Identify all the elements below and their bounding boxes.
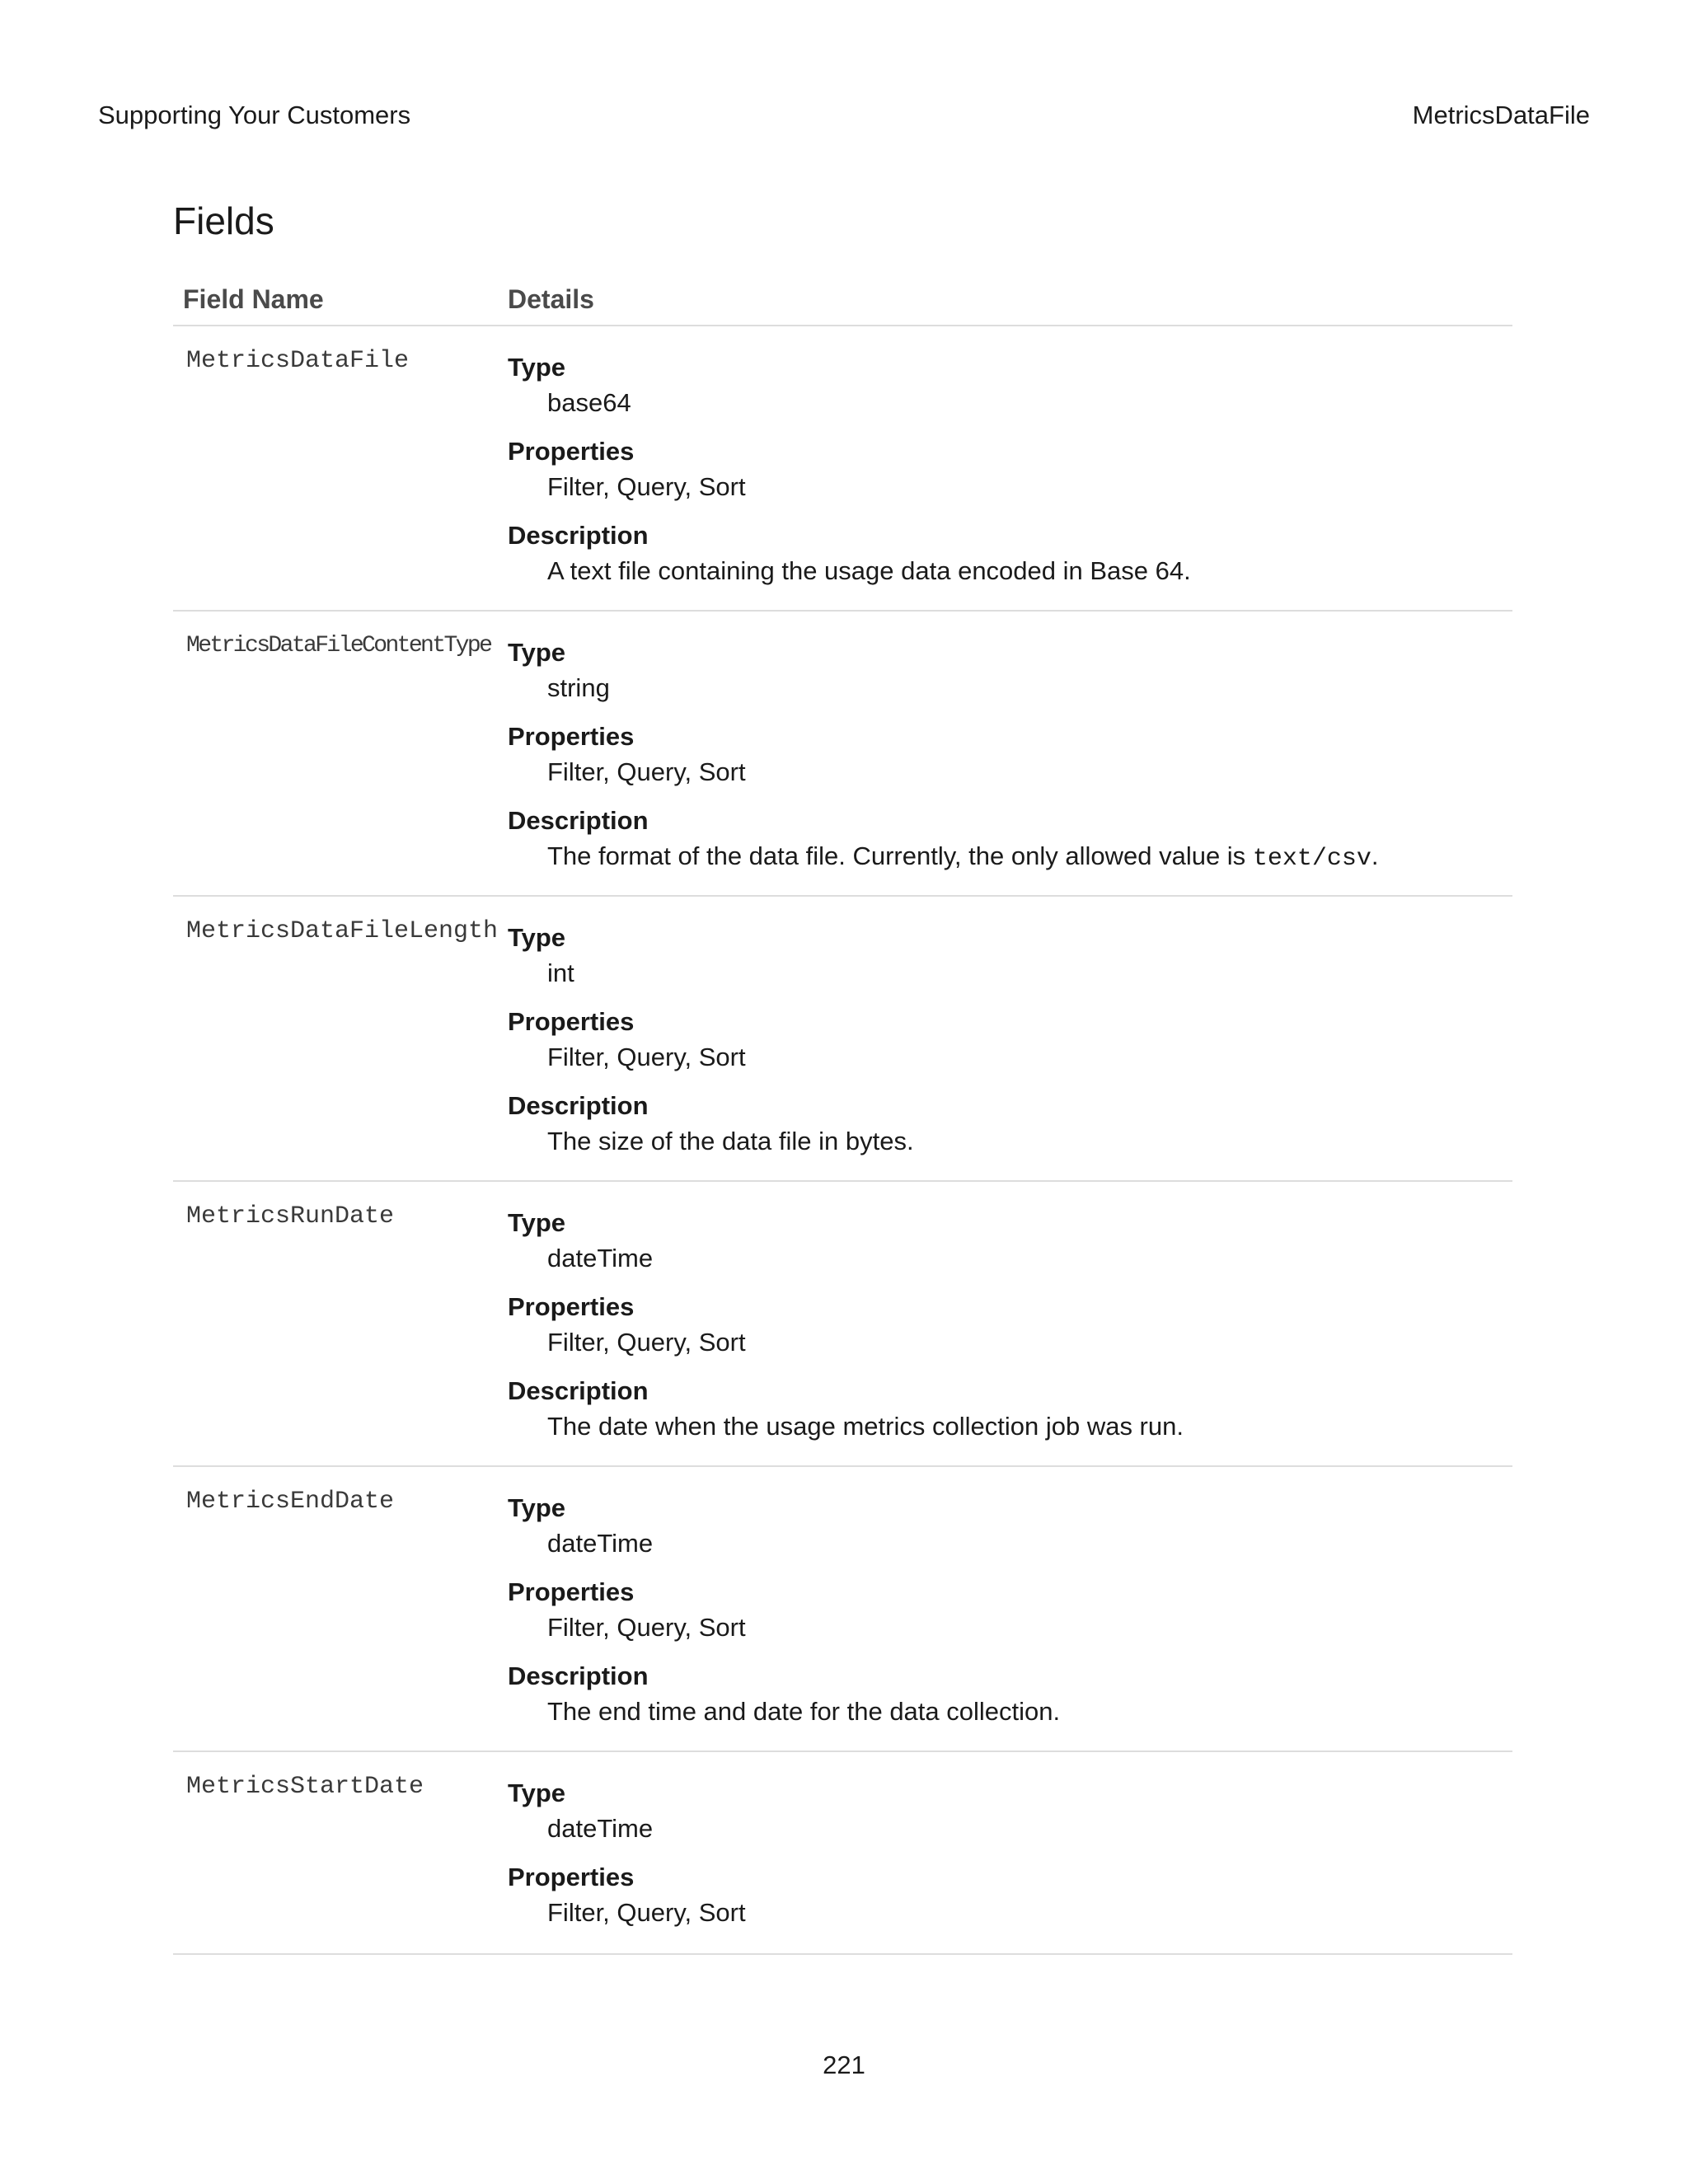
fields-table: [173, 272, 1512, 1955]
table-row: [173, 1182, 1512, 1467]
type-value: dateTime: [547, 1244, 654, 1272]
type-label: Type: [508, 1208, 566, 1237]
field-name-cell: MetricsEndDate: [186, 1488, 395, 1516]
table-row: [173, 1467, 1512, 1752]
field-details-cell: [508, 897, 914, 1180]
field-details-cell: [508, 1182, 1184, 1465]
page-number: 221: [823, 2050, 865, 2079]
properties-label: Properties: [508, 1863, 635, 1891]
properties-value: Filter, Query, Sort: [547, 472, 746, 501]
type-label: Type: [508, 353, 566, 382]
description-label: Description: [508, 521, 649, 550]
description-value: The end time and date for the data collection.: [547, 1697, 1061, 1726]
type-value: dateTime: [547, 1814, 654, 1843]
properties-value: Filter, Query, Sort: [547, 757, 746, 786]
properties-label: Properties: [508, 722, 635, 751]
description-value: The size of the data file in bytes.: [547, 1127, 914, 1155]
field-details-cell: [508, 326, 1191, 610]
description-label: Description: [508, 1661, 649, 1690]
properties-label: Properties: [508, 1007, 635, 1036]
type-value: int: [547, 958, 574, 987]
field-name-cell: MetricsDataFileContentType: [186, 633, 491, 658]
running-header: [98, 97, 1590, 134]
properties-label: Properties: [508, 437, 635, 466]
description-code: text/csv: [1252, 845, 1372, 873]
properties-label: Properties: [508, 1577, 635, 1606]
type-value: dateTime: [547, 1529, 654, 1558]
description-end: .: [1371, 841, 1379, 870]
description-value: [547, 839, 1378, 876]
type-label: Type: [508, 923, 566, 952]
type-value: string: [547, 673, 610, 702]
properties-value: Filter, Query, Sort: [547, 1043, 746, 1071]
field-name-cell: MetricsRunDate: [186, 1202, 395, 1230]
table-row: [173, 897, 1512, 1182]
field-details-cell: [508, 612, 1378, 895]
properties-value: Filter, Query, Sort: [547, 1613, 746, 1642]
properties-value: Filter, Query, Sort: [547, 1898, 746, 1927]
description-label: Description: [508, 1091, 649, 1120]
field-name-cell: MetricsDataFile: [186, 347, 410, 375]
type-label: Type: [508, 1493, 566, 1522]
table-row: [173, 612, 1512, 897]
table-row: [173, 326, 1512, 612]
column-header-field-name: Field Name: [183, 284, 324, 314]
description-value: A text file containing the usage data encoded in Base 64.: [547, 556, 1191, 585]
description-label: Description: [508, 1376, 649, 1405]
properties-label: Properties: [508, 1292, 635, 1321]
description-label: Description: [508, 806, 649, 835]
column-header-details: Details: [508, 284, 594, 314]
type-label: Type: [508, 638, 566, 667]
field-details-cell: [508, 1467, 1060, 1750]
type-label: Type: [508, 1779, 566, 1807]
table-header-row: [173, 272, 1512, 326]
type-value: base64: [547, 388, 631, 417]
field-details-cell: [508, 1752, 746, 1953]
table-row: [173, 1752, 1512, 1955]
description-text: The format of the data file. Currently, the only allowed value is: [547, 841, 1246, 870]
description-value: The date when the usage metrics collection job was run.: [547, 1412, 1184, 1441]
running-header-chapter: Supporting Your Customers: [98, 101, 411, 129]
field-name-cell: MetricsDataFileLength: [186, 917, 499, 945]
properties-value: Filter, Query, Sort: [547, 1328, 746, 1357]
section-title: Fields: [173, 199, 274, 242]
field-name-cell: MetricsStartDate: [186, 1773, 424, 1801]
running-header-topic: MetricsDataFile: [1412, 101, 1590, 129]
